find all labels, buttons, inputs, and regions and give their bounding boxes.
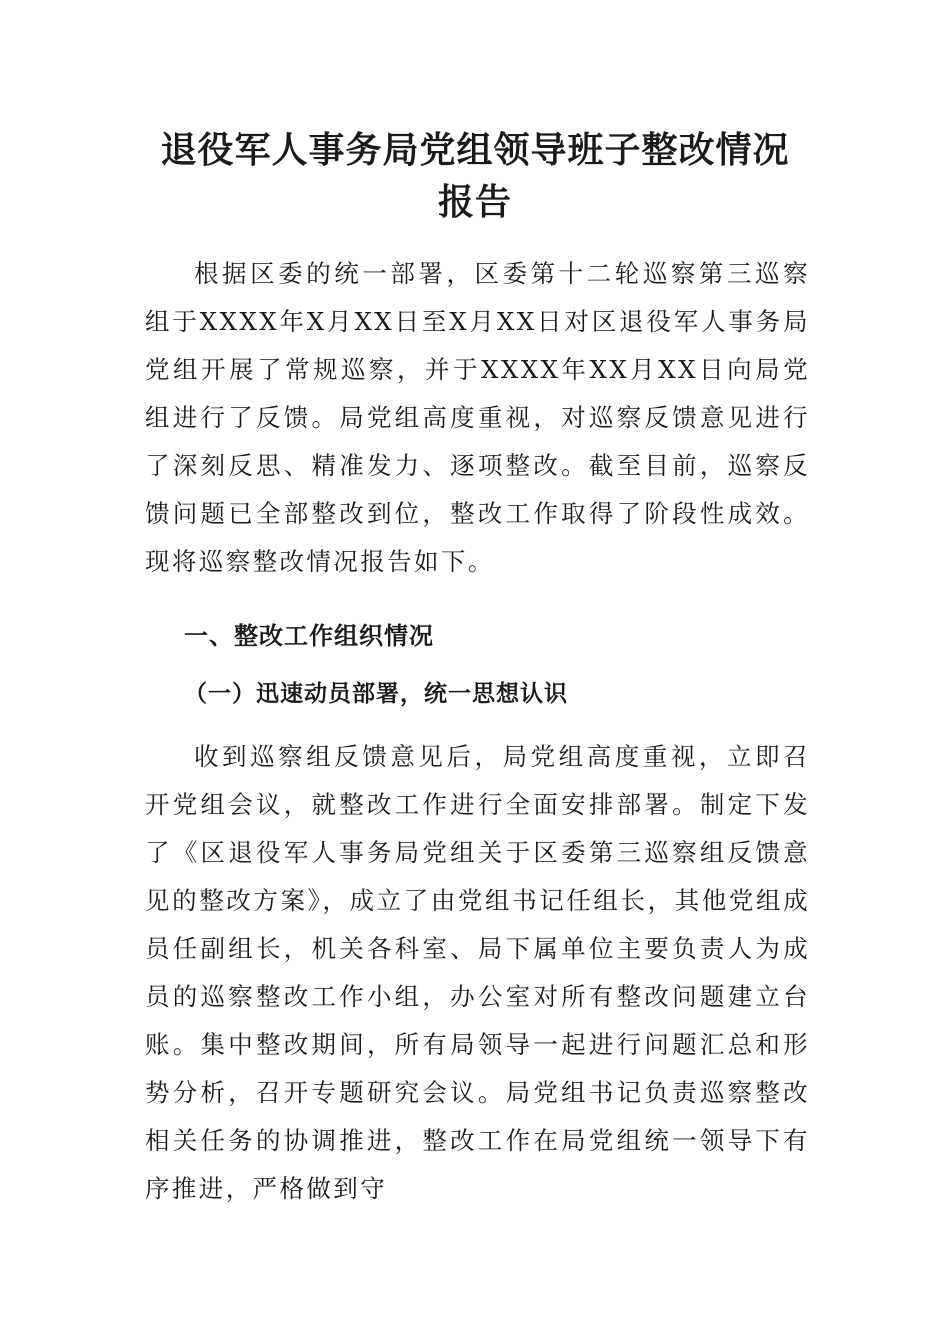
subsection-paragraph-1: 收到巡察组反馈意见后，局党组高度重视，立即召开党组会议，就整改工作进行全面安排部署。制定下发了《区退役军人事务局党组关于区委第三巡察组反馈意见的整改方案》，成立了由党组书记任组长，其他党组成员任副组长，机关各科室、局下属单位主要负责人为成员的巡察整改工作小组，办公室对所有整改问题建立台账。集中整改期间，所有局领导一起进行问题汇总和形势分析，召开专题研究会议。局党组书记负责巡察整改相关任务的协调推进，整改工作在局党组统一领导下有序推进，严格做到守 <box>145 742 810 1203</box>
section-heading-1: 一、整改工作组织情况 <box>184 622 434 650</box>
intro-paragraph: 根据区委的统一部署，区委第十二轮巡察第三巡察组于XXXX年X月XX日至X月XX日对区退役军人事务局党组开展了常规巡察，并于XXXX年XX月XX日向局党组进行了反馈。局党组高度重视，对巡察反馈意见进行了深刻反思、精准发力、逐项整改。截至目前，巡察反馈问题已全部整改到位，整改工作取得了阶段性成效。现将巡察整改情况报告如下。 <box>145 259 810 576</box>
subsection-heading-1: （一）迅速动员部署，统一思想认识 <box>184 681 568 707</box>
document-title: 退役军人事务局党组领导班子整改情况报告 <box>160 129 790 223</box>
